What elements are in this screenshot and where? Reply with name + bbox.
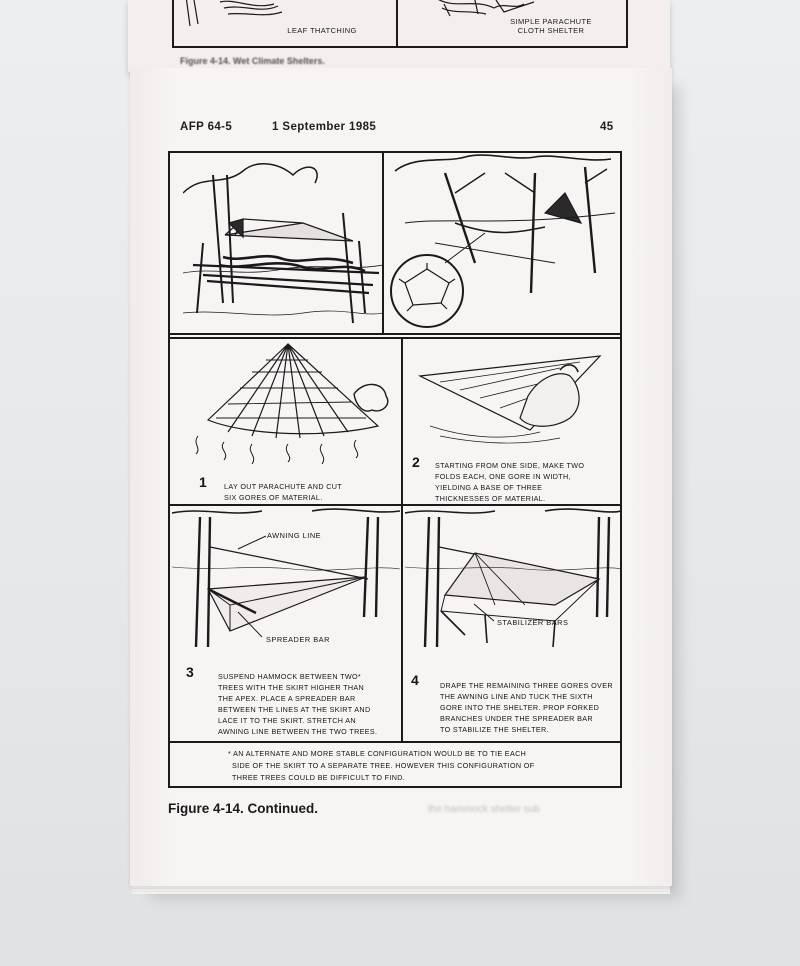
stabilizer-bars-label: STABILIZER BARS bbox=[497, 618, 569, 627]
document-id: AFP 64-5 bbox=[180, 121, 233, 133]
step-4-number: 4 bbox=[411, 672, 419, 688]
leaf-thatching-caption: LEAF THATCHING bbox=[287, 26, 357, 35]
step-3-number: 3 bbox=[186, 664, 194, 680]
previous-figure-caption: Figure 4-14. Wet Climate Shelters. bbox=[180, 56, 325, 66]
page-number: 45 bbox=[600, 121, 614, 133]
step-1-number: 1 bbox=[199, 474, 207, 490]
parachute-shelter-caption-line2: CLOTH SHELTER bbox=[517, 26, 585, 35]
bleed-through-text: the hammock shelter sub bbox=[428, 804, 540, 815]
step-2-number: 2 bbox=[412, 454, 420, 470]
spreader-bar-label: SPREADER BAR bbox=[266, 635, 330, 644]
parachute-shelter-caption-line1: SIMPLE PARACHUTE bbox=[510, 17, 592, 26]
figure-caption: Figure 4-14. Continued. bbox=[168, 801, 319, 816]
document-date: 1 September 1985 bbox=[272, 121, 377, 133]
awning-line-label: AWNING LINE bbox=[267, 531, 322, 540]
